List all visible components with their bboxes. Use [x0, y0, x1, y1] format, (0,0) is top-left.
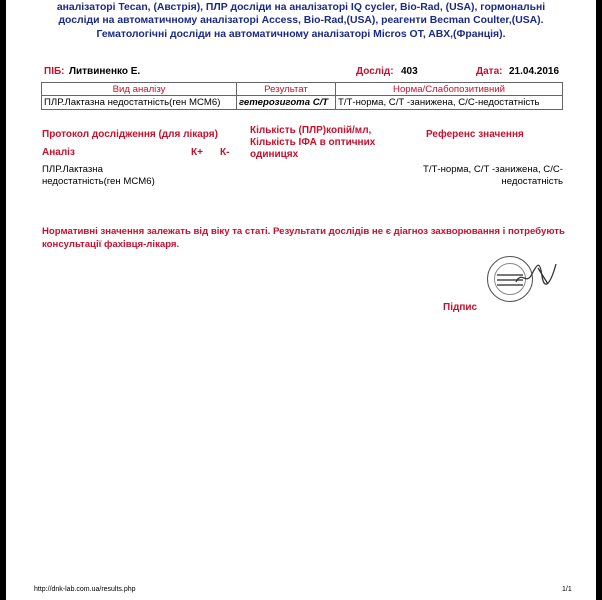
study-number: 403	[401, 66, 418, 77]
column-header-analysis: Вид аналізу	[42, 83, 237, 96]
signature-scribble	[514, 256, 560, 292]
footer-url: http://dnk-lab.com.ua/results.php	[34, 586, 136, 593]
column-header-result: Результат	[237, 83, 336, 96]
report-page	[6, 0, 596, 600]
patient-name: Литвиненко Е.	[69, 66, 141, 77]
analysis-label: Аналіз	[42, 147, 75, 158]
column-header-norm: Норма/Слабопозитивний	[336, 83, 563, 96]
k-minus-label: К-	[220, 147, 230, 158]
intro-line: Гематологічні досліди на автоматичному аналізаторі Micros OT, ABX,(Франція).	[96, 28, 506, 40]
protocol-analysis-line: недостатність(ген MCM6)	[42, 176, 155, 187]
protocol-analysis-line: ПЛР.Лактазна	[42, 164, 103, 175]
results-header-row	[42, 83, 563, 96]
patient-name-label: ПІБ:	[44, 66, 65, 77]
norm-cell: Т/Т-норма, С/Т -занижена, С/С-недостатність	[336, 96, 563, 110]
intro-line: аналізаторі Tecan, (Австрія), ПЛР досліди на аналізаторі IQ cycler, Bio-Rad, (USA), гормональні	[56, 2, 546, 14]
table-row	[42, 96, 563, 110]
analysis-cell: ПЛР.Лактазна недостатність(ген MCM6)	[42, 96, 237, 110]
intro-line: досліди на автоматичному аналізаторі Access, Bio-Rad,(USA), реагенти Becman Coulter,(USA).	[58, 15, 544, 27]
quantity-header	[250, 125, 375, 161]
protocol-reference-value	[401, 164, 563, 188]
disclaimer-note: Нормативні значення залежать від віку та статі. Результати дослідів не є діагноз захворювання і потребують консультації фахівця-лікаря.	[42, 226, 565, 250]
date-label: Дата:	[476, 66, 503, 77]
footer-page-number: 1/1	[562, 586, 572, 593]
result-cell: гетерозигота С/Т	[237, 96, 336, 110]
signature-label: Підпис	[443, 302, 478, 313]
protocol-reference-line: недостатність	[501, 176, 563, 187]
study-label: Дослід:	[356, 66, 394, 77]
reference-header: Референс значення	[426, 129, 524, 140]
k-plus-label: К+	[191, 147, 203, 158]
results-table	[41, 82, 563, 110]
report-date: 21.04.2016	[509, 66, 560, 77]
quantity-header-line: Кількість (ПЛР)копій/мл,	[250, 125, 372, 136]
lab-equipment-intro	[16, 0, 586, 41]
protocol-title: Протокол дослідження (для лікаря)	[42, 129, 218, 140]
protocol-reference-line: Т/Т-норма, С/Т -занижена, С/С-	[423, 164, 563, 175]
quantity-header-line: одиницях	[250, 149, 299, 160]
protocol-analysis-name	[42, 164, 155, 188]
quantity-header-line: Кількість ІФА в оптичних	[250, 137, 376, 148]
